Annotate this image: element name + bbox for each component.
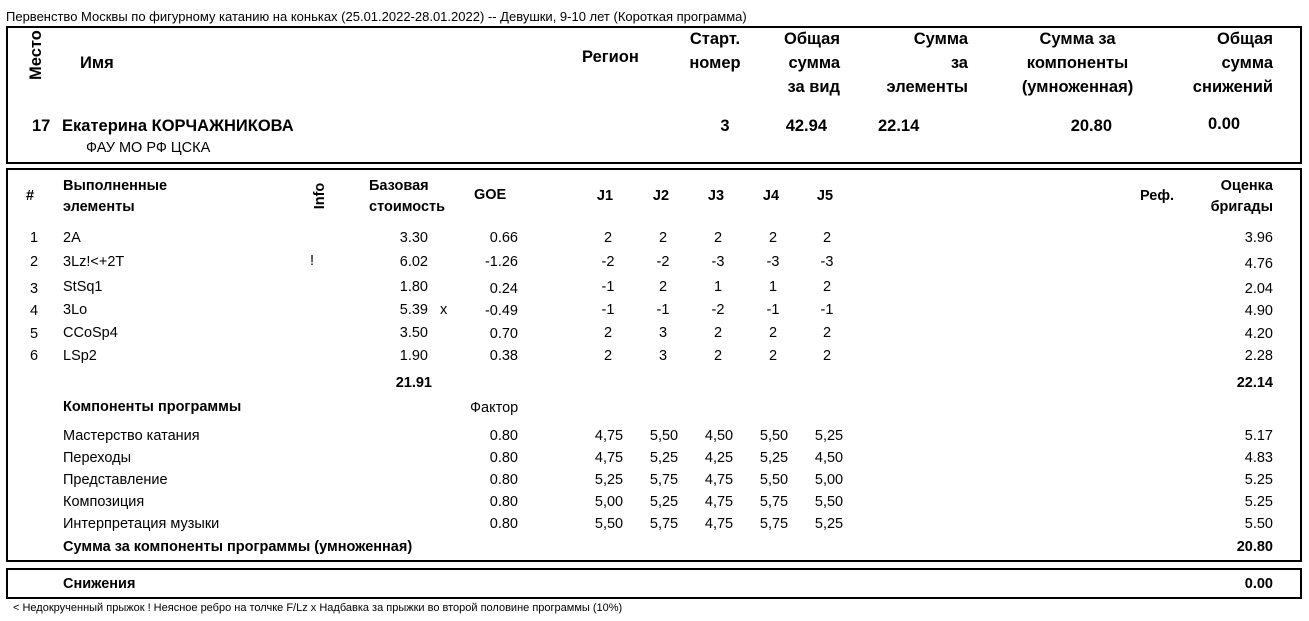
event-title: Первенство Москвы по фигурному катанию на коньках (25.01.2022-28.01.2022) -- Девушки, 9-10 лет (Короткая программа) [6,9,747,24]
element-base: 5.39 [399,302,428,318]
skater-elements-score: 22.14 [878,117,920,135]
skater-total-segment: 42.94 [785,117,827,135]
element-j1: 2 [603,230,613,246]
components-total-label: Сумма за компоненты программы (умноженная) [63,539,413,555]
component-j5: 4,50 [814,450,844,466]
component-j2: 5,50 [649,428,679,444]
element-num: 5 [30,326,39,342]
element-j4: 2 [768,230,778,246]
component-factor: 0.80 [489,428,518,444]
component-j3: 4,50 [704,428,734,444]
element-score: 2.28 [1244,348,1273,364]
skater-deductions: 0.00 [1208,115,1241,133]
element-name: LSp2 [63,348,97,364]
components-score-header: Сумма за компоненты (умноженная) [1021,30,1134,96]
element-goe: 0.66 [489,230,518,246]
component-score: 5.17 [1244,428,1273,444]
deductions-label: Снижения [63,576,136,592]
element-score: 3.96 [1244,230,1273,246]
element-j5: 2 [822,230,832,246]
component-j5: 5,50 [814,494,844,510]
component-name: Переходы [63,450,132,466]
component-j1: 4,75 [594,450,624,466]
element-num: 6 [30,348,39,364]
element-j4: 1 [768,279,778,295]
component-j4: 5,25 [759,450,789,466]
skater-components-score: 20.80 [1070,117,1112,135]
element-base: 3.50 [399,325,428,341]
element-j3: 1 [713,279,723,295]
element-name: 3Lz!<+2T [63,254,125,270]
element-name: 2A [63,230,81,246]
panel-score-header: Оценка бригады [1210,178,1273,215]
element-score: 4.20 [1244,326,1273,342]
element-j4: 2 [768,325,778,341]
component-j4: 5,50 [759,472,789,488]
element-goe: -0.49 [484,303,518,319]
footnote-legend: < Недокрученный прыжок ! Неясное ребро на толчке F/Lz x Надбавка за прыжки во второй половине программы (10%) [13,602,623,614]
component-j2: 5,75 [649,516,679,532]
element-j2: 2 [658,230,668,246]
element-info: ! [310,253,315,269]
component-j5: 5,25 [814,516,844,532]
component-j2: 5,75 [649,472,679,488]
referee-header: Реф. [1140,188,1175,204]
element-j5: -1 [820,302,834,318]
element-name: CCoSp4 [63,325,118,341]
component-j3: 4,75 [704,494,734,510]
element-num: 1 [30,230,39,246]
component-score: 5.50 [1244,516,1273,532]
component-j5: 5,25 [814,428,844,444]
name-header: Имя [80,54,114,72]
element-num: 4 [30,303,39,319]
element-base: 6.02 [399,254,428,270]
component-j3: 4,75 [704,516,734,532]
component-j1: 5,25 [594,472,624,488]
elements-base-total: 21.91 [395,375,432,391]
judge-2-header: J2 [652,188,670,204]
place-header: Место [27,30,45,80]
element-goe: 0.70 [489,326,518,342]
deductions-box [6,568,1302,599]
info-header: Info [312,182,328,210]
component-j4: 5,50 [759,428,789,444]
element-j2: -1 [656,302,670,318]
region-header: Регион [582,48,639,66]
component-j4: 5,75 [759,516,789,532]
element-num: 2 [30,254,39,270]
element-j2: 3 [658,325,668,341]
component-score: 5.25 [1244,472,1273,488]
skater-name: Екатерина КОРЧАЖНИКОВА [62,117,294,135]
component-j1: 5,00 [594,494,624,510]
judge-5-header: J5 [816,188,834,204]
elements-name-header: Выполненные элементы [63,178,168,215]
element-name: StSq1 [63,279,103,295]
element-j4: -3 [766,254,780,270]
judge-3-header: J3 [707,188,725,204]
element-j3: 2 [713,230,723,246]
component-factor: 0.80 [489,472,518,488]
component-j4: 5,75 [759,494,789,510]
element-j3: 2 [713,348,723,364]
element-score: 4.90 [1244,303,1273,319]
judge-4-header: J4 [762,188,780,204]
element-score: 4.76 [1244,256,1273,272]
component-factor: 0.80 [489,516,518,532]
component-j2: 5,25 [649,450,679,466]
element-j4: 2 [768,348,778,364]
element-j5: 2 [822,348,832,364]
element-score: 2.04 [1244,281,1273,297]
goe-header: GOE [474,187,507,203]
factor-header: Фактор [470,400,519,416]
element-base: 1.90 [399,348,428,364]
element-goe: 0.24 [489,281,518,297]
component-factor: 0.80 [489,450,518,466]
component-j1: 4,75 [594,428,624,444]
component-name: Мастерство катания [63,428,200,444]
judge-1-header: J1 [596,188,614,204]
element-j5: 2 [822,325,832,341]
elements-num-header: # [26,188,35,204]
deductions-header: Общая сумма снижений [1192,30,1273,96]
element-j5: -3 [820,254,834,270]
skater-club: ФАУ МО РФ ЦСКА [86,140,211,156]
element-goe: -1.26 [484,254,518,270]
element-j3: -2 [711,302,725,318]
component-score: 4.83 [1244,450,1273,466]
skater-place: 17 [32,117,51,135]
element-j1: 2 [603,348,613,364]
elements-score-header: Сумма за элементы [886,30,968,96]
element-j1: -2 [601,254,615,270]
component-name: Представление [63,472,168,488]
component-score: 5.25 [1244,494,1273,510]
component-name: Композиция [63,494,145,510]
element-num: 3 [30,281,39,297]
element-j3: 2 [713,325,723,341]
component-factor: 0.80 [489,494,518,510]
element-j2: -2 [656,254,670,270]
component-j2: 5,25 [649,494,679,510]
element-j2: 2 [658,279,668,295]
element-j1: -1 [601,279,615,295]
start-number-header: Старт. номер [689,30,741,72]
component-j3: 4,25 [704,450,734,466]
element-name: 3Lo [63,302,88,318]
element-j2: 3 [658,348,668,364]
element-j1: -1 [601,302,615,318]
component-name: Интерпретация музыки [63,516,220,532]
element-base: 1.80 [399,279,428,295]
deductions-score: 0.00 [1244,576,1273,592]
element-j1: 2 [603,325,613,341]
component-j3: 4,75 [704,472,734,488]
element-bonus-mark: x [440,302,448,318]
skater-start-number: 3 [720,117,730,135]
component-j1: 5,50 [594,516,624,532]
element-base: 3.30 [399,230,428,246]
components-total-score: 20.80 [1236,539,1273,555]
elements-score-total: 22.14 [1236,375,1273,391]
element-j3: -3 [711,254,725,270]
element-goe: 0.38 [489,348,518,364]
total-segment-header: Общая сумма за вид [784,30,840,96]
components-title: Компоненты программы [63,399,242,415]
element-j5: 2 [822,279,832,295]
component-j5: 5,00 [814,472,844,488]
base-value-header: Базовая стоимость [369,178,446,215]
element-j4: -1 [766,302,780,318]
